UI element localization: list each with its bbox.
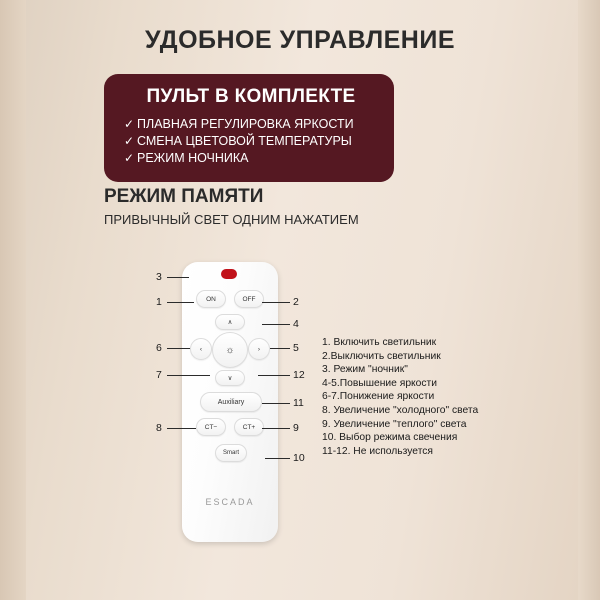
remote-button-ct-plus[interactable]: CT+ [234, 418, 264, 436]
leader-line [167, 348, 190, 349]
right-edge-shade [578, 0, 600, 600]
legend-item: 1. Включить светильник [322, 337, 437, 348]
badge-feature-label: СМЕНА ЦВЕТОВОЙ ТЕМПЕРАТУРЫ [137, 134, 352, 148]
callout-number-10: 10 [293, 452, 305, 464]
remote-button-ct-minus[interactable]: CT− [196, 418, 226, 436]
leader-line [167, 428, 196, 429]
callout-number-9: 9 [293, 422, 299, 434]
remote-button-off[interactable]: OFF [234, 290, 264, 308]
leader-line [262, 302, 290, 303]
badge-feature-item [124, 151, 378, 165]
memory-mode-subtitle: ПРИВЫЧНЫЙ СВЕТ ОДНИМ НАЖАТИЕМ [104, 212, 359, 227]
legend-item: 11-12. Не используется [322, 445, 434, 457]
callout-number-7: 7 [156, 369, 162, 381]
remote-button-auxiliary[interactable]: Auxiliary [200, 392, 262, 412]
callout-number-12: 12 [293, 369, 305, 381]
callout-number-3: 3 [156, 271, 162, 283]
legend-item: 10. Выбор режима свечения [322, 432, 458, 444]
badge-feature-label: РЕЖИМ НОЧНИКА [137, 151, 249, 165]
legend-item: 8. Увеличение "холодного" света [322, 404, 479, 416]
leader-line [167, 375, 210, 376]
leader-line [270, 348, 290, 349]
brand-label: ESCADA [205, 497, 255, 507]
legend-item: 2.Выключить светильник [322, 350, 441, 362]
remote-button-on[interactable]: ON [196, 290, 226, 308]
left-edge-shade [0, 0, 26, 600]
leader-line [167, 277, 189, 278]
remote-button-up[interactable]: ∧ [215, 314, 245, 330]
callout-number-5: 5 [293, 342, 299, 354]
check-icon: ✓ [124, 151, 135, 165]
check-icon: ✓ [124, 134, 135, 148]
remote-button-center[interactable]: ☼ [212, 332, 248, 368]
memory-mode-title: РЕЖИМ ПАМЯТИ [104, 186, 264, 207]
led-indicator-icon [221, 269, 237, 279]
leader-line [265, 458, 290, 459]
remote-included-badge [104, 74, 394, 182]
page-title: УДОБНОЕ УПРАВЛЕНИЕ [144, 26, 456, 54]
check-icon: ✓ [124, 117, 135, 131]
callout-number-6: 6 [156, 342, 162, 354]
callout-number-4: 4 [293, 318, 299, 330]
leader-line [262, 428, 290, 429]
callout-number-11: 11 [293, 397, 304, 409]
remote-button-down[interactable]: ∨ [215, 370, 245, 386]
leader-line [262, 324, 290, 325]
remote-button-right[interactable]: › [248, 338, 270, 360]
remote-button-left[interactable]: ‹ [190, 338, 212, 360]
legend-item: 6-7.Понижение яркости [322, 391, 435, 403]
badge-title: ПУЛЬТ В КОМПЛЕКТЕ [146, 86, 356, 107]
badge-feature-item [124, 117, 378, 131]
remote-control-image [182, 262, 278, 542]
leader-line [262, 403, 290, 404]
callout-number-8: 8 [156, 422, 162, 434]
callout-number-2: 2 [293, 296, 299, 308]
legend-item: 3. Режим "ночник" [322, 364, 408, 376]
badge-feature-label: ПЛАВНАЯ РЕГУЛИРОВКА ЯРКОСТИ [137, 117, 354, 131]
leader-line [167, 302, 194, 303]
remote-button-smart[interactable]: Smart [215, 444, 247, 462]
badge-feature-item [124, 134, 378, 148]
legend-item: 4-5.Повышение яркости [322, 377, 438, 389]
legend-list [322, 336, 522, 458]
legend-item: 9. Увеличение "теплого" света [322, 418, 467, 430]
leader-line [258, 375, 290, 376]
callout-number-1: 1 [156, 296, 162, 308]
